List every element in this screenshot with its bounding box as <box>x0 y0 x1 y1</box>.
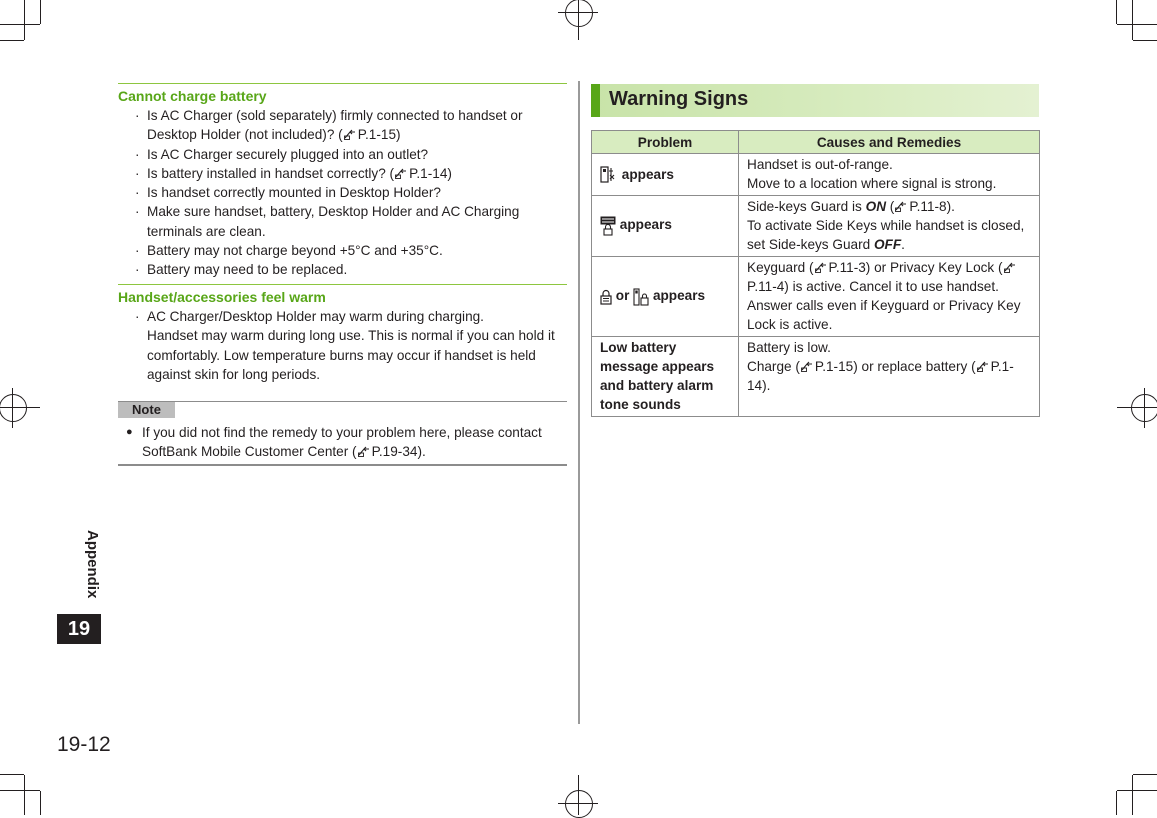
keyguard-lock-icon <box>600 289 612 305</box>
registration-mark <box>0 394 27 422</box>
crop-mark <box>1133 774 1157 775</box>
list-item: · Battery may not charge beyond +5°C and +35°C. <box>118 241 570 260</box>
registration-mark <box>565 0 593 27</box>
list-item-line: Handset may warm during long use. This is normal if you can hold it comfortably. Low temperature burns may occur if handset is held against skin for long periods. <box>147 328 555 382</box>
table-row <box>592 337 1040 417</box>
crop-mark <box>0 40 24 41</box>
remedy-cell: Keyguard ( P.11-3) or Privacy Key Lock (P.11-4) is active. Cancel it to use handset. Answer calls even if Keyguard or Privacy Key Lock is active. <box>739 257 1040 337</box>
appendix-label: Appendix <box>84 530 101 599</box>
note-label: Note <box>118 402 175 418</box>
crop-mark <box>1116 0 1117 24</box>
reference-pointer-icon <box>358 446 371 457</box>
crop-mark <box>1144 388 1145 428</box>
crop-mark <box>1117 407 1157 408</box>
column-header-problem: Problem <box>592 131 739 154</box>
warning-signs-title: Warning Signs <box>609 88 749 110</box>
problem-cell: or appears <box>592 257 739 337</box>
list-item: · Is AC Charger (sold separately) firmly connected to handset or Desktop Holder (not included)? ( P.1-15) <box>118 106 570 145</box>
crop-mark <box>558 12 598 13</box>
section-title-cannot-charge: Cannot charge battery <box>118 83 567 104</box>
crop-mark <box>558 803 598 804</box>
column-header-causes: Causes and Remedies <box>739 131 1040 154</box>
remedy-cell: Side-keys Guard is ON ( P.11-8). To activate Side Keys while handset is closed, set Side-keys Guard OFF. <box>739 196 1040 257</box>
list-item-line: · AC Charger/Desktop Holder may warm during charging. <box>147 309 484 324</box>
crop-mark <box>0 774 24 775</box>
reference-pointer-icon <box>977 361 990 372</box>
list-item: · Make sure handset, battery, Desktop Holder and AC Charging terminals are clean. <box>118 202 570 241</box>
crop-mark <box>1132 0 1133 40</box>
problem-cell: appears <box>592 154 739 196</box>
crop-mark <box>12 388 13 428</box>
section-title-feel-warm: Handset/accessories feel warm <box>118 284 567 305</box>
crop-mark <box>1133 40 1157 41</box>
crop-mark <box>1116 791 1117 815</box>
remedy-cell: Battery is low. Charge ( P.1-15) or replace battery ( P.1-14). <box>739 337 1040 417</box>
table-row <box>592 154 1040 196</box>
reference-pointer-icon <box>895 201 908 212</box>
crop-mark <box>40 791 41 815</box>
crop-mark <box>578 775 579 815</box>
chapter-number: 19 <box>57 614 101 644</box>
problem-cell: appears <box>592 196 739 257</box>
page-number: 19-12 <box>57 733 111 756</box>
crop-mark <box>0 24 40 25</box>
reference-pointer-icon <box>801 361 814 372</box>
privacy-key-lock-icon <box>633 288 649 306</box>
crop-mark <box>0 407 40 408</box>
list-item: · Is battery installed in handset correctly? ( P.1-14) <box>118 164 570 183</box>
list-item: · Battery may need to be replaced. <box>118 260 570 279</box>
crop-mark <box>24 775 25 815</box>
cannot-charge-list <box>118 106 570 280</box>
table-row <box>592 257 1040 337</box>
table-header-row <box>592 131 1040 154</box>
note-box <box>118 401 567 466</box>
crop-mark <box>578 0 579 40</box>
out-of-range-icon <box>600 166 618 183</box>
reference-pointer-icon <box>344 129 357 140</box>
crop-mark <box>1132 775 1133 815</box>
list-item: · Is AC Charger securely plugged into an outlet? <box>118 145 570 164</box>
warning-signs-table <box>591 130 1040 417</box>
warning-signs-header <box>591 84 1039 117</box>
problem-cell: Low battery message appears and battery alarm tone sounds <box>592 337 739 417</box>
header-accent-bar <box>591 84 600 117</box>
column-divider <box>578 81 580 724</box>
reference-pointer-icon <box>395 168 408 179</box>
list-item <box>118 307 570 384</box>
list-item: · Is handset correctly mounted in Desktop Holder? <box>118 183 570 202</box>
table-row <box>592 196 1040 257</box>
crop-mark <box>1117 24 1157 25</box>
crop-mark <box>40 0 41 24</box>
reference-pointer-icon <box>815 262 828 273</box>
crop-mark <box>0 790 40 791</box>
note-text: ● If you did not find the remedy to your problem here, please contact SoftBank Mobile Customer Center ( P.19-34). <box>126 423 572 462</box>
registration-mark <box>565 790 593 818</box>
feel-warm-list <box>118 307 570 384</box>
crop-mark <box>1117 790 1157 791</box>
crop-mark <box>24 0 25 40</box>
remedy-cell: Handset is out-of-range. Move to a location where signal is strong. <box>739 154 1040 196</box>
side-keys-guard-icon <box>600 216 616 236</box>
reference-pointer-icon <box>1004 262 1017 273</box>
